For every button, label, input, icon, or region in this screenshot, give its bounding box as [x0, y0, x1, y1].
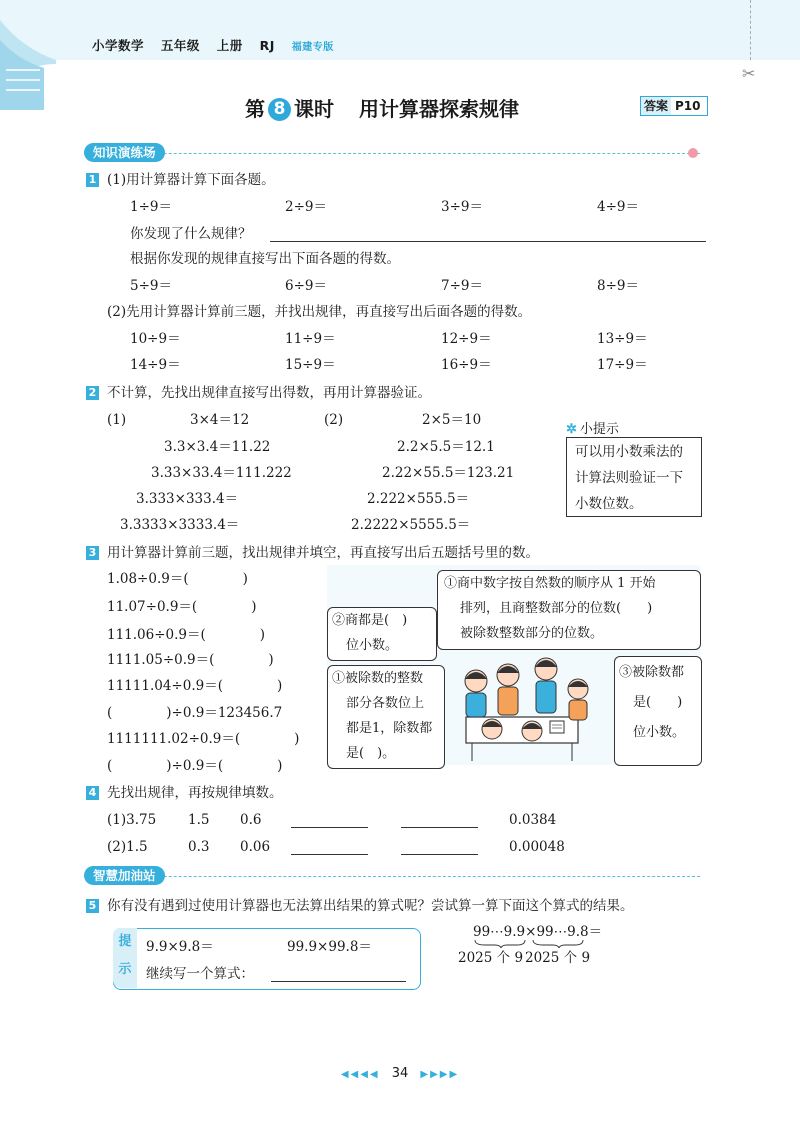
q5-big-expression: 99⋯9.9×99⋯9.8＝	[473, 924, 603, 940]
q2-right-1: 2×5＝10	[422, 412, 482, 428]
left-arrows-icon: ◀◀◀◀	[340, 1069, 380, 1080]
section-practice-label: 知识演练场	[84, 143, 165, 162]
lightbulb-icon: ✲	[566, 422, 577, 437]
students-discussion-illustration	[446, 655, 598, 763]
hint-side-char-2: 示	[118, 962, 132, 977]
q2-left-4: 3.333×333.4＝	[136, 491, 239, 507]
tip-line-2: 计算法则验证一下	[575, 470, 683, 486]
scissors-icon: ✂	[742, 64, 756, 83]
hint-side-char-1: 提	[118, 934, 132, 949]
q4-title: 先找出规律，再按规律填数。	[107, 785, 283, 801]
q3-line-5: 11111.04÷0.9＝( )	[107, 678, 283, 694]
q4-r2-blank-2[interactable]	[401, 853, 478, 855]
page-title	[245, 93, 519, 122]
q1-r4-1: 14÷9＝	[130, 357, 181, 373]
q3-line-1: 1.08÷0.9＝( )	[107, 571, 248, 587]
question-1-number: 1	[86, 173, 99, 187]
bubble3-line-4: 是( )。	[346, 746, 396, 761]
q2-right-2: 2.2×5.5＝12.1	[397, 439, 495, 455]
q3-line-8: ( )÷0.9＝( )	[107, 758, 283, 774]
section-divider-wisdom	[84, 876, 700, 879]
title-prefix: 第	[245, 97, 265, 121]
pavilion-roof-decoration	[0, 0, 60, 110]
q4-r2-1: (2)1.5	[107, 839, 148, 855]
section-wisdom-label: 智慧加油站	[84, 866, 165, 885]
right-arrows-icon: ▶▶▶▶	[420, 1069, 460, 1080]
q3-line-7: 1111111.02÷0.9＝( )	[107, 731, 300, 747]
question-3-number: 3	[86, 546, 99, 560]
q4-r1-4: 0.0384	[509, 812, 557, 828]
bubble2-line-1: ②商都是( )	[332, 613, 408, 628]
series-volume: 上册	[216, 38, 243, 53]
bubble-decimal-places	[327, 607, 437, 661]
q1-direct-instruction: 根据你发现的规律直接写出下面各题的得数。	[130, 251, 400, 267]
answer-page: P10	[675, 99, 701, 113]
q3-line-6: ( )÷0.9＝123456.7	[107, 705, 283, 721]
lesson-number-badge: 8	[268, 98, 291, 121]
q1-r2-1: 5÷9＝	[130, 278, 172, 294]
page-number: 34	[391, 1066, 409, 1081]
q1-r1-4: 4÷9＝	[597, 199, 639, 215]
lesson-name: 用计算器探索规律	[358, 97, 519, 121]
q2-right-4: 2.222×555.5＝	[367, 491, 470, 507]
section-divider-practice	[84, 153, 700, 156]
q1-part1-title: (1)用计算器计算下面各题。	[107, 172, 275, 188]
q5-count-label-2: 2025 个 9	[525, 950, 591, 966]
bubble-dividend-decimal	[614, 656, 702, 766]
q2-left-2: 3.3×3.4＝11.22	[164, 439, 271, 455]
q5-hint-side	[113, 928, 137, 988]
q1-r3-1: 10÷9＝	[130, 331, 181, 347]
q4-r1-blank-1[interactable]	[291, 826, 368, 828]
q2-title: 不计算，先找出规律直接写出得数，再用计算器验证。	[107, 385, 431, 401]
edition-label: 福建专版	[291, 42, 334, 53]
q2-right-label: (2)	[324, 412, 344, 428]
question-4-number: 4	[86, 786, 99, 800]
bubble3-line-3: 都是1，除数都	[346, 721, 433, 736]
q2-left-label: (1)	[107, 412, 127, 428]
cut-line	[750, 0, 752, 60]
q5-count-label-1: 2025 个 9	[458, 950, 524, 966]
q1-part2-title: (2)先用计算器计算前三题，并找出规律，再直接写出后面各题的得数。	[107, 304, 532, 320]
q5-continue-prompt: 继续写一个算式：	[146, 966, 254, 982]
q4-r1-3: 0.6	[240, 812, 262, 828]
series-version: RJ	[259, 38, 275, 53]
bubble1-line-1: ①商中数字按自然数的顺序从 1 开始	[444, 576, 656, 591]
tip-line-3: 小数位数。	[575, 496, 643, 512]
q1-discover-prompt: 你发现了什么规律？	[130, 226, 252, 242]
bubble-dividend-digits	[327, 665, 445, 769]
q1-r2-2: 6÷9＝	[285, 278, 327, 294]
q4-r1-2: 1.5	[188, 812, 210, 828]
q2-right-3: 2.22×55.5＝123.21	[382, 465, 515, 481]
bubble4-line-3: 位小数。	[633, 725, 686, 740]
q2-left-1: 3×4＝12	[190, 412, 250, 428]
bubble-quotient-pattern	[437, 570, 701, 650]
q5-expression-1: 9.9×9.8＝	[146, 939, 214, 955]
q2-left-5: 3.3333×3333.4＝	[120, 517, 240, 533]
q2-left-3: 3.33×33.4＝111.222	[151, 465, 292, 481]
q1-r3-3: 12÷9＝	[441, 331, 492, 347]
bubble1-line-2: 排列，且商整数部分的位数( )	[460, 601, 653, 616]
q3-line-3: 111.06÷0.9＝( )	[107, 627, 266, 643]
q1-discover-answer-line[interactable]	[270, 240, 706, 242]
q5-brace-marks	[473, 938, 593, 948]
q5-title: 你有没有遇到过使用计算器也无法算出结果的算式呢？尝试算一算下面这个算式的结果。	[107, 898, 634, 914]
q3-title: 用计算器计算前三题，找出规律并填空，再直接写出后五题括号里的数。	[107, 545, 539, 561]
q4-r2-blank-1[interactable]	[291, 853, 368, 855]
series-subject: 小学数学	[92, 38, 145, 53]
q1-r4-3: 16÷9＝	[441, 357, 492, 373]
section-practice	[84, 142, 165, 161]
q1-r3-2: 11÷9＝	[285, 331, 336, 347]
series-info	[92, 36, 346, 54]
bubble4-line-2: 是( )	[633, 695, 683, 710]
bubble3-line-2: 部分各数位上	[346, 696, 425, 711]
section-wisdom	[84, 865, 165, 884]
answer-reference	[640, 96, 708, 116]
question-5-number: 5	[86, 899, 99, 913]
q4-r2-2: 0.3	[188, 839, 210, 855]
q4-r2-4: 0.00048	[509, 839, 565, 855]
bubble3-line-1: ①被除数的整数	[332, 671, 424, 686]
series-grade: 五年级	[160, 38, 200, 53]
q3-line-2: 11.07÷0.9＝( )	[107, 599, 257, 615]
q5-continue-answer-line[interactable]	[271, 980, 406, 982]
q2-right-5: 2.2222×5555.5＝	[351, 517, 471, 533]
question-2-number: 2	[86, 386, 99, 400]
tip-title	[563, 418, 622, 437]
q1-r2-4: 8÷9＝	[597, 278, 639, 294]
tip-box	[566, 437, 702, 517]
bubble1-line-3: 被除数整数部分的位数。	[460, 626, 604, 641]
q1-r1-2: 2÷9＝	[285, 199, 327, 215]
q4-r2-3: 0.06	[240, 839, 271, 855]
q1-r2-3: 7÷9＝	[441, 278, 483, 294]
title-suffix: 课时	[294, 97, 334, 121]
q1-r4-4: 17÷9＝	[597, 357, 648, 373]
q4-r1-blank-2[interactable]	[401, 826, 478, 828]
q1-r4-2: 15÷9＝	[285, 357, 336, 373]
page-number-footer	[0, 1066, 800, 1081]
q1-r3-4: 13÷9＝	[597, 331, 648, 347]
q5-expression-2: 99.9×99.8＝	[287, 939, 372, 955]
q3-line-4: 1111.05÷0.9＝( )	[107, 652, 274, 668]
pencil-tip-decoration	[688, 148, 698, 158]
bubble4-line-1: ③被除数都	[619, 665, 685, 680]
q4-r1-1: (1)3.75	[107, 812, 157, 828]
q1-r1-3: 3÷9＝	[441, 199, 483, 215]
bubble2-line-2: 位小数。	[346, 638, 399, 653]
tip-title-text: 小提示	[579, 422, 619, 437]
tip-line-1: 可以用小数乘法的	[575, 444, 683, 460]
q1-r1-1: 1÷9＝	[130, 199, 172, 215]
answer-label: 答案	[641, 97, 671, 115]
